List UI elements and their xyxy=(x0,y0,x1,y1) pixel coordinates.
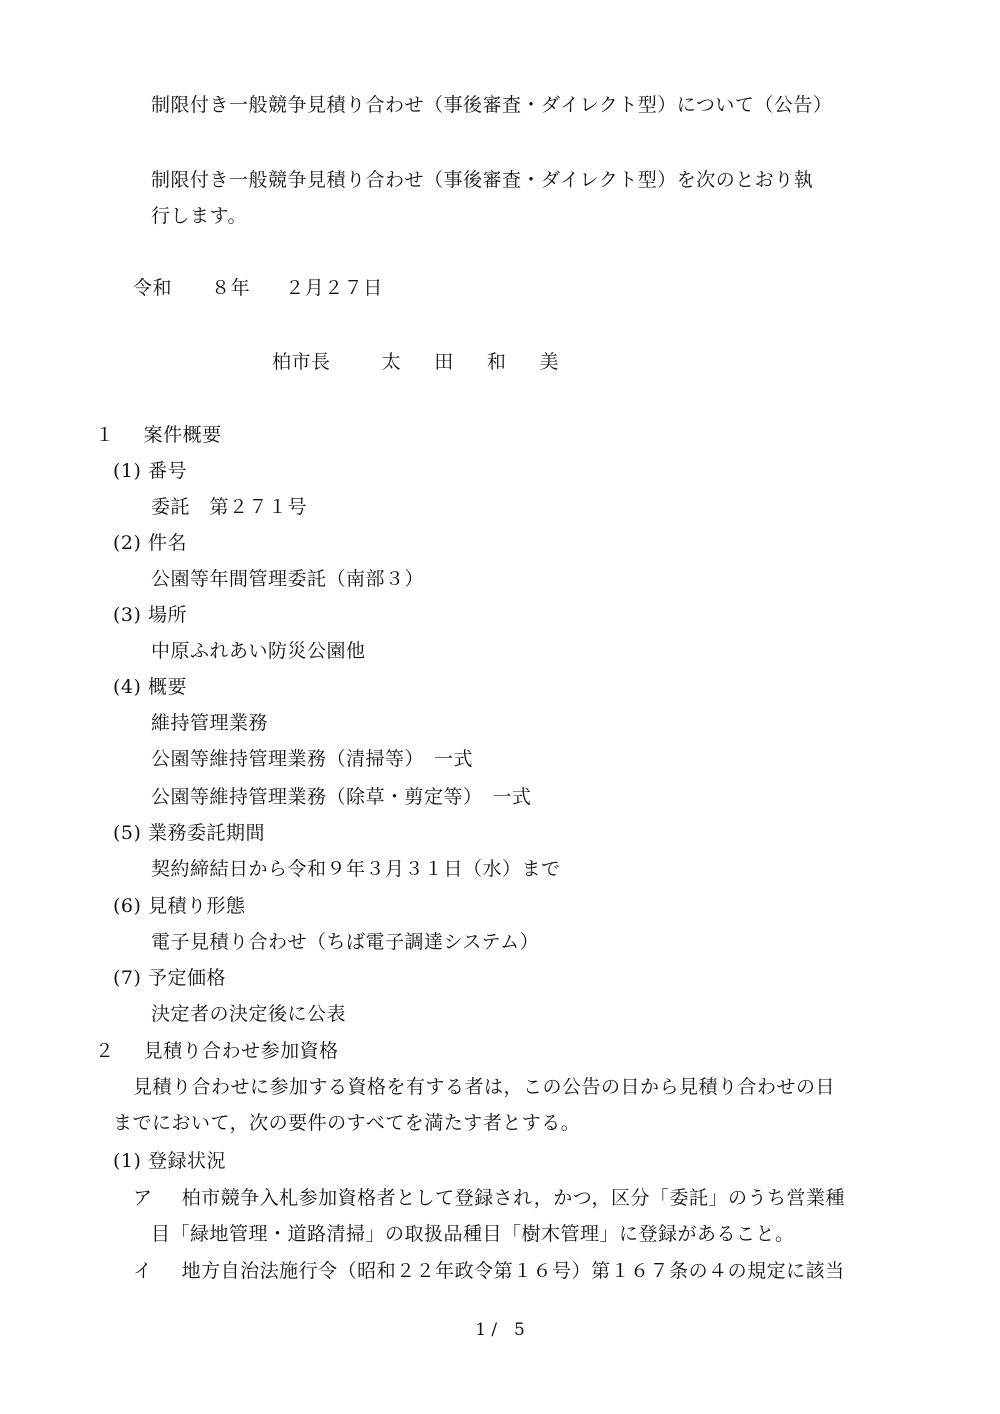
item-heading xyxy=(113,459,187,483)
intro-line-1: 制限付き一般競争見積り合わせ（事後審査・ダイレクト型）を次のとおり執 xyxy=(151,169,814,191)
subitem-text-cont: 目「緑地管理・道路清掃」の取扱品種目「樹木管理」に登録があること。 xyxy=(151,1223,795,1245)
item-heading xyxy=(113,531,187,555)
item-number: (2) xyxy=(113,532,142,554)
item-label: 番号 xyxy=(147,460,187,482)
section-number: ２ xyxy=(95,1040,115,1062)
item-label: 見積り形態 xyxy=(147,895,246,917)
item-heading xyxy=(113,821,265,845)
paragraph-line: 見積り合わせに参加する資格を有する者は，この公告の日から見積り合わせの日 xyxy=(133,1076,836,1098)
subitem-i xyxy=(133,1259,845,1283)
intro-line-2: 行します。 xyxy=(151,205,247,227)
item-value: 維持管理業務 xyxy=(151,712,269,734)
item-label: 件名 xyxy=(147,532,187,554)
item-heading xyxy=(113,1149,226,1173)
date-year: ８年 xyxy=(211,277,251,299)
page-number xyxy=(0,1320,1000,1340)
item-heading xyxy=(113,603,187,627)
section-title: 案件概要 xyxy=(143,424,222,446)
signer-name-char: 和 xyxy=(486,351,507,373)
section-title: 見積り合わせ参加資格 xyxy=(143,1040,339,1062)
subitem-text: 柏市競争入札参加資格者として登録され，かつ，区分「委託」のうち営業種 xyxy=(181,1187,845,1209)
item-number: (1) xyxy=(113,1150,142,1172)
subitem-marker: イ xyxy=(133,1260,153,1282)
item-number: (6) xyxy=(113,895,142,917)
signer-title: 柏市長 xyxy=(272,351,331,373)
date-era: 令和 xyxy=(133,277,173,299)
item-value: 中原ふれあい防災公園他 xyxy=(151,640,366,662)
signer-name-char: 太 xyxy=(381,351,402,373)
signer-name-char: 美 xyxy=(539,351,559,373)
item-label: 予定価格 xyxy=(147,967,226,989)
item-heading xyxy=(113,894,245,918)
item-number: (4) xyxy=(113,676,142,698)
item-number: (7) xyxy=(113,967,142,989)
signer xyxy=(272,350,559,374)
subitem-a xyxy=(133,1186,845,1210)
section-2-heading xyxy=(95,1039,339,1063)
subitem-text: 地方自治法施行令（昭和２２年政令第１６号）第１６７条の４の規定に該当 xyxy=(181,1260,845,1282)
item-value: 契約締結日から令和９年３月３１日（水）まで xyxy=(151,858,561,880)
item-label: 登録状況 xyxy=(147,1150,226,1172)
page-separator: / xyxy=(491,1320,498,1340)
page-total: 5 xyxy=(513,1320,525,1340)
signer-name-char: 田 xyxy=(434,351,454,373)
date-monthday: ２月２７日 xyxy=(285,277,383,299)
item-value: 委託 第２７１号 xyxy=(151,496,308,518)
section-1-heading xyxy=(95,423,222,447)
item-value: 公園等維持管理業務（清掃等） 一式 xyxy=(151,748,474,770)
item-label: 概要 xyxy=(147,676,187,698)
document-title: 制限付き一般競争見積り合わせ（事後審査・ダイレクト型）について（公告） xyxy=(151,94,833,116)
item-number: (5) xyxy=(113,822,142,844)
page-current: 1 xyxy=(475,1320,487,1340)
item-label: 場所 xyxy=(147,604,187,626)
section-number: １ xyxy=(95,424,115,446)
subitem-marker: ア xyxy=(133,1187,153,1209)
item-value: 公園等維持管理業務（除草・剪定等） 一式 xyxy=(151,786,532,808)
item-value: 公園等年間管理委託（南部３） xyxy=(151,568,425,590)
item-heading xyxy=(113,966,226,990)
item-heading xyxy=(113,675,187,699)
item-label: 業務委託期間 xyxy=(147,822,265,844)
item-number: (1) xyxy=(113,460,142,482)
publication-date xyxy=(133,276,383,300)
item-number: (3) xyxy=(113,604,142,626)
item-value: 決定者の決定後に公表 xyxy=(151,1003,347,1025)
item-value: 電子見積り合わせ（ちば電子調達システム） xyxy=(151,931,540,953)
paragraph-line: までにおいて，次の要件のすべてを満たす者とする。 xyxy=(113,1112,581,1134)
